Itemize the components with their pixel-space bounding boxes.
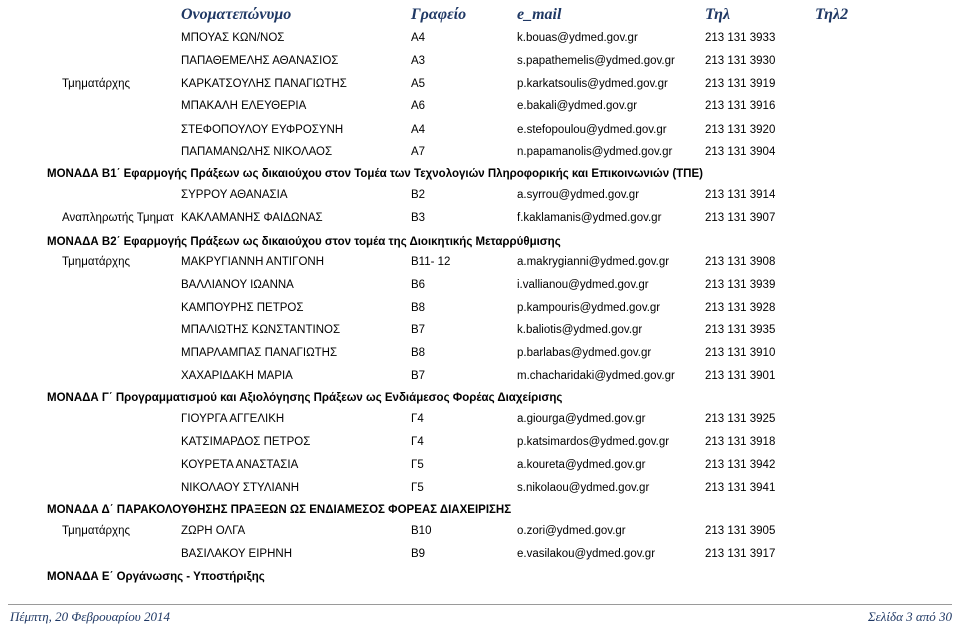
office-cell: Α5: [411, 78, 426, 90]
section-heading: ΜΟΝΑΔΑ Β1΄ Εφαρμογής Πράξεων ως δικαιούχου στον Τομέα των Τεχνολογιών Πληροφορικής και Επικοινωνιών (ΤΠΕ): [47, 168, 703, 180]
name-cell: ΜΠΟΥΑΣ ΚΩΝ/ΝΟΣ: [181, 32, 285, 44]
name-cell: ΜΠΑΛΙΩΤΗΣ ΚΩΝΣΤΑΝΤΙΝΟΣ: [181, 324, 341, 336]
office-cell: Β2: [411, 189, 426, 201]
table-row: [0, 208, 960, 228]
header-tel2: Τηλ2: [815, 6, 849, 23]
section-heading: ΜΟΝΑΔΑ Γ΄ Προγραμματισμού και Αξιολόγησης Πράξεων ως Ενδιάμεσος Φορέας Διαχείρισης: [47, 392, 563, 404]
office-cell: Α7: [411, 146, 426, 158]
tel-cell: 213 131 3933: [705, 32, 776, 44]
name-cell: ΠΑΠΑΜΑΝΩΛΗΣ ΝΙΚΟΛΑΟΣ: [181, 146, 333, 158]
email-cell: e.stefopoulou@ydmed.gov.gr: [517, 124, 667, 136]
office-cell: Α4: [411, 32, 426, 44]
name-cell: ΓΙΟΥΡΓΑ ΑΓΓΕΛΙΚΗ: [181, 413, 285, 425]
office-cell: Β3: [411, 212, 426, 224]
table-row: [0, 343, 960, 363]
office-cell: Γ4: [411, 413, 424, 425]
office-cell: Α3: [411, 55, 426, 67]
office-cell: Α6: [411, 100, 426, 112]
table-row: [0, 252, 960, 272]
email-cell: n.papamanolis@ydmed.gov.gr: [517, 146, 673, 158]
table-row: [0, 409, 960, 429]
table-row: [0, 320, 960, 340]
table-row: [0, 74, 960, 94]
email-cell: a.giourga@ydmed.gov.gr: [517, 413, 646, 425]
tel-cell: 213 131 3935: [705, 324, 776, 336]
tel-cell: 213 131 3916: [705, 100, 776, 112]
footer-date: Πέμπτη, 20 Φεβρουαρίου 2014: [10, 609, 170, 624]
tel-cell: 213 131 3939: [705, 279, 776, 291]
name-cell: ΝΙΚΟΛΑΟΥ ΣΤΥΛΙΑΝΗ: [181, 482, 300, 494]
table-row: [0, 521, 960, 541]
email-cell: i.vallianou@ydmed.gov.gr: [517, 279, 649, 291]
tel-cell: 213 131 3908: [705, 256, 776, 268]
name-cell: ΒΑΣΙΛΑΚΟΥ ΕΙΡΗΝΗ: [181, 548, 292, 560]
table-row: [0, 432, 960, 452]
name-cell: ΜΠΑΚΑΛΗ ΕΛΕΥΘΕΡΙΑ: [181, 100, 307, 112]
tel-cell: 213 131 3918: [705, 436, 776, 448]
email-cell: m.chacharidaki@ydmed.gov.gr: [517, 370, 675, 382]
name-cell: ΣΥΡΡΟΥ ΑΘΑΝΑΣΙΑ: [181, 189, 288, 201]
table-row: [0, 28, 960, 48]
tel-cell: 213 131 3942: [705, 459, 776, 471]
table-row: [0, 142, 960, 162]
email-cell: e.bakali@ydmed.gov.gr: [517, 100, 638, 112]
header-name: Ονοματεπώνυμο: [181, 6, 292, 23]
email-cell: p.kampouris@ydmed.gov.gr: [517, 302, 661, 314]
office-cell: Β8: [411, 302, 426, 314]
role-cell: Τμηματάρχης: [62, 78, 131, 90]
office-cell: Γ4: [411, 436, 424, 448]
email-cell: p.karkatsoulis@ydmed.gov.gr: [517, 78, 668, 90]
tel-cell: 213 131 3910: [705, 347, 776, 359]
name-cell: ΣΤΕΦΟΠΟΥΛΟΥ ΕΥΦΡΟΣΥΝΗ: [181, 124, 344, 136]
email-cell: a.koureta@ydmed.gov.gr: [517, 459, 646, 471]
tel-cell: 213 131 3904: [705, 146, 776, 158]
office-cell: Γ5: [411, 459, 424, 471]
name-cell: ΚΑΡΚΑΤΣΟΥΛΗΣ ΠΑΝΑΓΙΩΤΗΣ: [181, 78, 347, 90]
tel-cell: 213 131 3901: [705, 370, 776, 382]
table-row: [0, 455, 960, 475]
tel-cell: 213 131 3930: [705, 55, 776, 67]
office-cell: Β8: [411, 347, 426, 359]
table-row: [0, 185, 960, 205]
table-row: [0, 120, 960, 140]
tel-cell: 213 131 3925: [705, 413, 776, 425]
tel-cell: 213 131 3919: [705, 78, 776, 90]
header-tel: Τηλ: [705, 6, 731, 23]
tel-cell: 213 131 3920: [705, 124, 776, 136]
office-cell: Β6: [411, 279, 426, 291]
email-cell: k.baliotis@ydmed.gov.gr: [517, 324, 643, 336]
name-cell: ΒΑΛΛΙΑΝΟΥ ΙΩΑΝΝΑ: [181, 279, 294, 291]
email-cell: s.nikolaou@ydmed.gov.gr: [517, 482, 650, 494]
name-cell: ΚΑΤΣΙΜΑΡΔΟΣ ΠΕΤΡΟΣ: [181, 436, 311, 448]
tel-cell: 213 131 3941: [705, 482, 776, 494]
email-cell: a.makrygianni@ydmed.gov.gr: [517, 256, 670, 268]
office-cell: Β10: [411, 525, 432, 537]
tel-cell: 213 131 3928: [705, 302, 776, 314]
email-cell: e.vasilakou@ydmed.gov.gr: [517, 548, 656, 560]
footer-divider: [8, 604, 952, 605]
name-cell: ΜΠΑΡΛΑΜΠΑΣ ΠΑΝΑΓΙΩΤΗΣ: [181, 347, 338, 359]
email-cell: p.barlabas@ydmed.gov.gr: [517, 347, 652, 359]
table-row: [0, 96, 960, 116]
name-cell: ΚΑΚΛΑΜΑΝΗΣ ΦΑΙΔΩΝΑΣ: [181, 212, 323, 224]
office-cell: Α4: [411, 124, 426, 136]
table-row: [0, 275, 960, 295]
header-email: e_mail: [517, 6, 562, 23]
name-cell: ΚΑΜΠΟΥΡΗΣ ΠΕΤΡΟΣ: [181, 302, 304, 314]
tel-cell: 213 131 3914: [705, 189, 776, 201]
table-row: [0, 478, 960, 498]
table-row: [0, 366, 960, 386]
section-heading: ΜΟΝΑΔΑ Ε΄ Οργάνωσης - Υποστήριξης: [47, 571, 265, 583]
email-cell: a.syrrou@ydmed.gov.gr: [517, 189, 640, 201]
name-cell: ΜΑΚΡΥΓΙΑΝΝΗ ΑΝΤΙΓΟΝΗ: [181, 256, 325, 268]
tel-cell: 213 131 3907: [705, 212, 776, 224]
name-cell: ΖΩΡΗ ΟΛΓΑ: [181, 525, 246, 537]
tel-cell: 213 131 3917: [705, 548, 776, 560]
role-cell: Τμηματάρχης: [62, 256, 131, 268]
email-cell: p.katsimardos@ydmed.gov.gr: [517, 436, 670, 448]
role-cell: Αναπληρωτής Τμηματ: [62, 212, 174, 224]
header-office: Γραφείο: [411, 6, 467, 23]
name-cell: ΚΟΥΡΕΤΑ ΑΝΑΣΤΑΣΙΑ: [181, 459, 299, 471]
table-row: [0, 544, 960, 564]
office-cell: Β7: [411, 370, 426, 382]
role-cell: Τμηματάρχης: [62, 525, 131, 537]
office-cell: Γ5: [411, 482, 424, 494]
section-heading: ΜΟΝΑΔΑ Δ΄ ΠΑΡΑΚΟΛΟΥΘΗΣΗΣ ΠΡΑΞΕΩΝ ΩΣ ΕΝΔΙΑΜΕΣΟΣ ΦΟΡΕΑΣ ΔΙΑΧΕΙΡΙΣΗΣ: [47, 504, 512, 516]
email-cell: s.papathemelis@ydmed.gov.gr: [517, 55, 675, 67]
email-cell: k.bouas@ydmed.gov.gr: [517, 32, 638, 44]
email-cell: o.zori@ydmed.gov.gr: [517, 525, 626, 537]
table-row: [0, 51, 960, 71]
office-cell: Β11- 12: [411, 256, 451, 268]
footer-page-number: Σελίδα 3 από 30: [867, 609, 952, 624]
table-row: [0, 298, 960, 318]
tel-cell: 213 131 3905: [705, 525, 776, 537]
name-cell: ΧΑΧΑΡΙΔΑΚΗ ΜΑΡΙΑ: [181, 370, 293, 382]
email-cell: f.kaklamanis@ydmed.gov.gr: [517, 212, 662, 224]
office-cell: Β7: [411, 324, 426, 336]
name-cell: ΠΑΠΑΘΕΜΕΛΗΣ ΑΘΑΝΑΣΙΟΣ: [181, 55, 339, 67]
section-heading: ΜΟΝΑΔΑ Β2΄ Εφαρμογής Πράξεων ως δικαιούχου στον τομέα της Διοικητικής Μεταρρύθμισης: [47, 236, 561, 248]
office-cell: Β9: [411, 548, 426, 560]
